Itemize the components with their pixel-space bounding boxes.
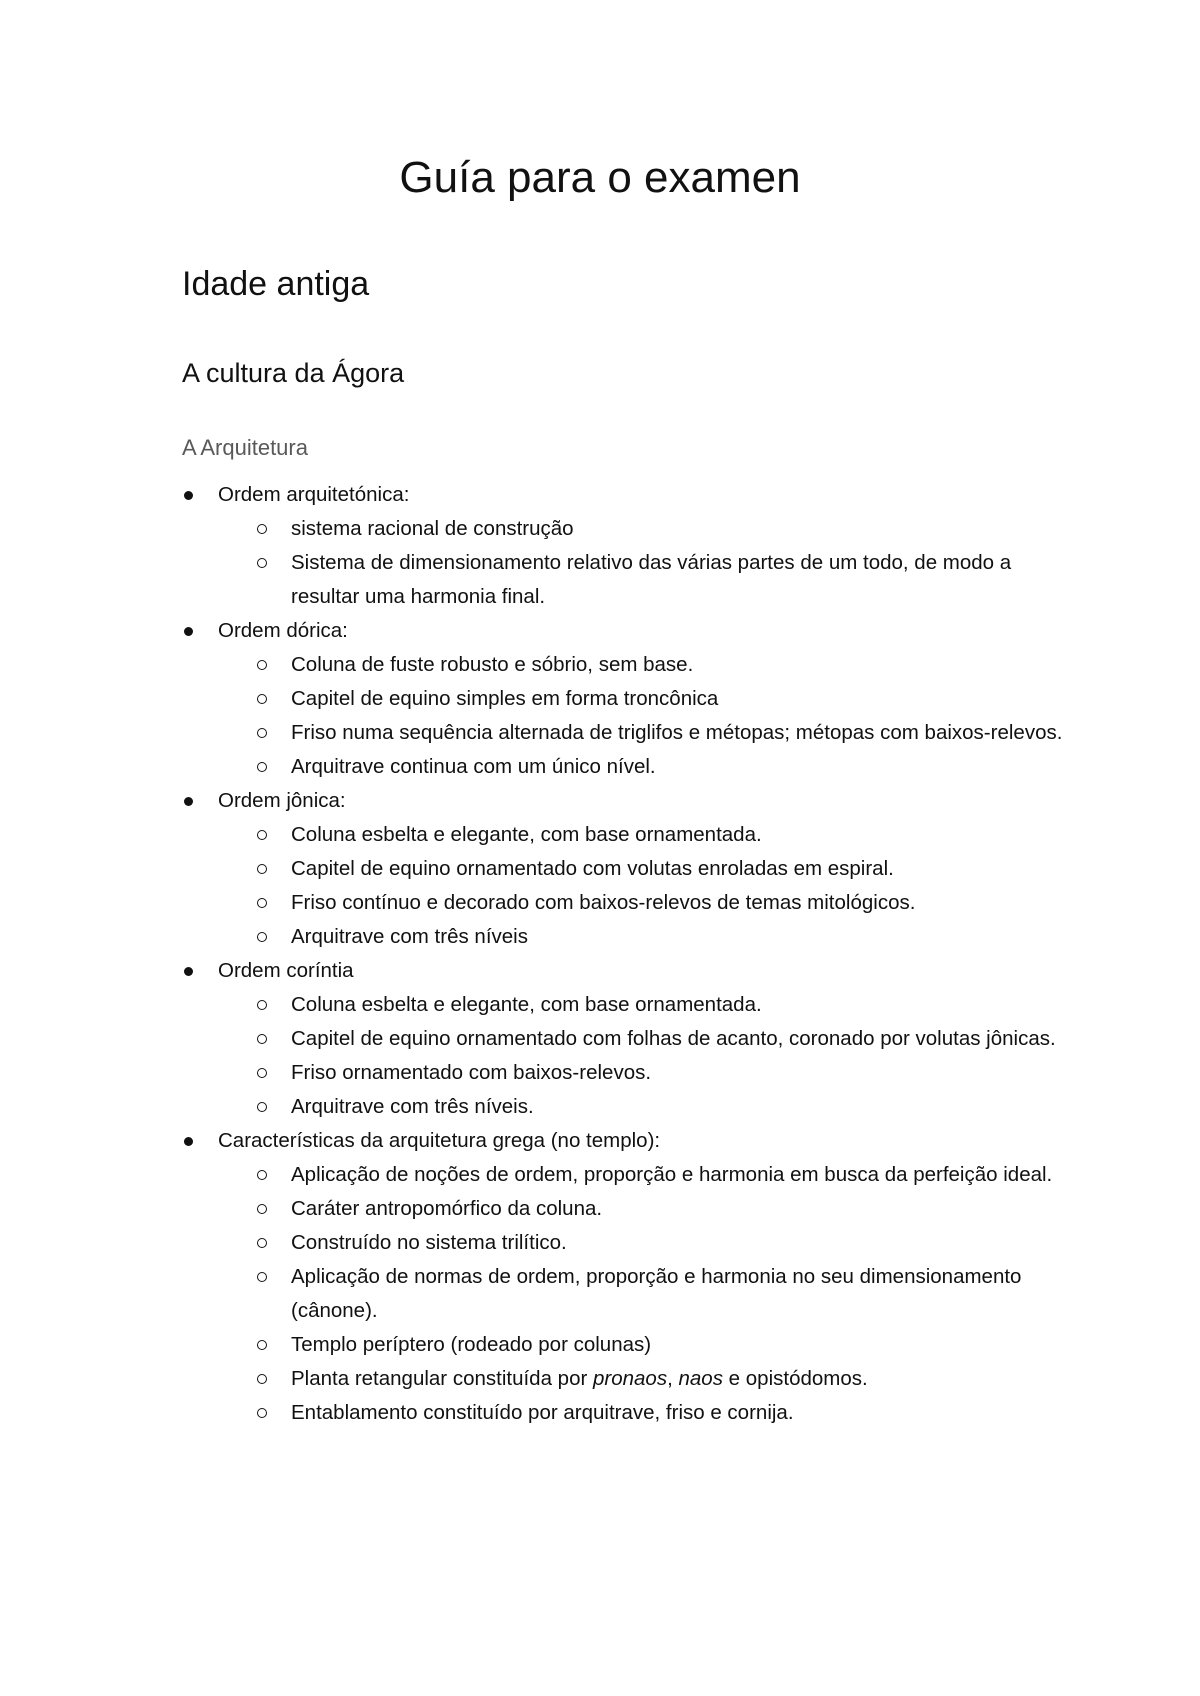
sub-list-item (218, 648, 1081, 682)
sub-list-item-text: Arquitrave continua com um único nível. (291, 755, 656, 778)
bullet-icon (184, 491, 193, 500)
sub-list-item (218, 1192, 1081, 1226)
circle-bullet-icon (257, 1340, 267, 1350)
sub-list-item-text: Coluna esbelta e elegante, com base ornamentada. (291, 823, 762, 846)
circle-bullet-icon (257, 1170, 267, 1180)
italic-term: naos (678, 1367, 723, 1390)
sub-list-item (218, 682, 1081, 716)
circle-bullet-icon (257, 864, 267, 874)
sub-list (218, 818, 1082, 954)
list-item (182, 1124, 1082, 1430)
sub-list-item-text: Friso ornamentado com baixos-relevos. (291, 1061, 652, 1084)
sub-list-item-text: Capitel de equino ornamentado com folhas de acanto, coronado por volutas jônicas. (291, 1027, 1056, 1050)
heading-cultura-agora: A cultura da Ágora (182, 358, 405, 388)
circle-bullet-icon (257, 830, 267, 840)
list-item (182, 614, 1082, 784)
circle-bullet-icon (257, 728, 267, 738)
list-item-label: Características da arquitetura grega (no templo): (218, 1129, 661, 1152)
circle-bullet-icon (257, 1000, 267, 1010)
circle-bullet-icon (257, 694, 267, 704)
list-item-label: Ordem jônica: (218, 789, 346, 812)
sub-list-item-text: Arquitrave com três níveis. (291, 1095, 534, 1118)
sub-list-item-text: Friso contínuo e decorado com baixos-relevos de temas mitológicos. (291, 891, 916, 914)
bullet-icon (184, 627, 193, 636)
sub-list-item (218, 818, 1081, 852)
sub-list-item (218, 920, 1081, 954)
circle-bullet-icon (257, 1374, 267, 1384)
sub-list-item-text: Construído no sistema trilítico. (291, 1231, 567, 1254)
sub-list-item (218, 546, 1081, 614)
sub-list-item-text: sistema racional de construção (291, 517, 574, 540)
circle-bullet-icon (257, 898, 267, 908)
bullet-list (182, 478, 1082, 1430)
sub-list-item-text: Coluna esbelta e elegante, com base ornamentada. (291, 993, 762, 1016)
sub-list-item-text: Capitel de equino simples em forma troncônica (291, 687, 719, 710)
sub-list-item (218, 1396, 1081, 1430)
sub-list-item (218, 988, 1081, 1022)
circle-bullet-icon (257, 1204, 267, 1214)
circle-bullet-icon (257, 762, 267, 772)
sub-list-item (218, 512, 1081, 546)
sub-list (218, 648, 1082, 784)
circle-bullet-icon (257, 932, 267, 942)
text-run: , (667, 1367, 679, 1390)
sub-list-item (218, 750, 1081, 784)
sub-list-item-text: Coluna de fuste robusto e sóbrio, sem base. (291, 653, 694, 676)
sub-list-item-text: Aplicação de noções de ordem, proporção e harmonia em busca da perfeição ideal. (291, 1163, 1053, 1186)
list-item (182, 784, 1082, 954)
sub-list-item (218, 716, 1081, 750)
sub-list-item-text (291, 1367, 868, 1390)
sub-list (218, 1158, 1082, 1430)
circle-bullet-icon (257, 660, 267, 670)
sub-list-item (218, 1056, 1081, 1090)
circle-bullet-icon (257, 524, 267, 534)
italic-term: pronaos (593, 1367, 668, 1390)
list-item (182, 954, 1082, 1124)
bullet-icon (184, 797, 193, 806)
list-item-label: Ordem dórica: (218, 619, 348, 642)
bullet-icon (184, 967, 193, 976)
bullet-icon (184, 1137, 193, 1146)
sub-list-item-text: Friso numa sequência alternada de triglifos e métopas; métopas com baixos-relevos. (291, 721, 1063, 744)
sub-list-item-text: Entablamento constituído por arquitrave, friso e cornija. (291, 1401, 794, 1424)
sub-list-item (218, 1260, 1081, 1328)
heading-idade-antiga: Idade antiga (182, 265, 370, 303)
sub-list-item (218, 1226, 1081, 1260)
sub-list-item (218, 1090, 1081, 1124)
sub-list-item-text: Capitel de equino ornamentado com volutas enroladas em espiral. (291, 857, 894, 880)
sub-list-item-text: Caráter antropomórfico da coluna. (291, 1197, 603, 1220)
list-item-label: Ordem arquitetónica: (218, 483, 410, 506)
document-title: Guía para o examen (399, 153, 801, 202)
sub-list (218, 988, 1082, 1124)
sub-list-item-text: Templo períptero (rodeado por colunas) (291, 1333, 652, 1356)
sub-list (218, 512, 1082, 614)
list-item (182, 478, 1082, 614)
sub-list-item (218, 1362, 1081, 1396)
circle-bullet-icon (257, 1068, 267, 1078)
list-item-label: Ordem coríntia (218, 959, 354, 982)
text-run: e opistódomos. (722, 1367, 868, 1390)
sub-list-item (218, 1022, 1081, 1056)
text-run: Planta retangular constituída por (291, 1367, 593, 1390)
circle-bullet-icon (257, 1272, 267, 1282)
sub-list-item-text: Arquitrave com três níveis (291, 925, 528, 948)
sub-list-item-text: Sistema de dimensionamento relativo das várias partes de um todo, de modo a resultar uma harmonia final. (291, 551, 1012, 608)
heading-arquitetura: A Arquitetura (182, 435, 308, 460)
sub-list-item-text: Aplicação de normas de ordem, proporção e harmonia no seu dimensionamento (cânone). (291, 1265, 1022, 1322)
circle-bullet-icon (257, 1102, 267, 1112)
circle-bullet-icon (257, 558, 267, 568)
circle-bullet-icon (257, 1238, 267, 1248)
sub-list-item (218, 886, 1081, 920)
sub-list-item (218, 852, 1081, 886)
circle-bullet-icon (257, 1408, 267, 1418)
sub-list-item (218, 1158, 1081, 1192)
circle-bullet-icon (257, 1034, 267, 1044)
sub-list-item (218, 1328, 1081, 1362)
